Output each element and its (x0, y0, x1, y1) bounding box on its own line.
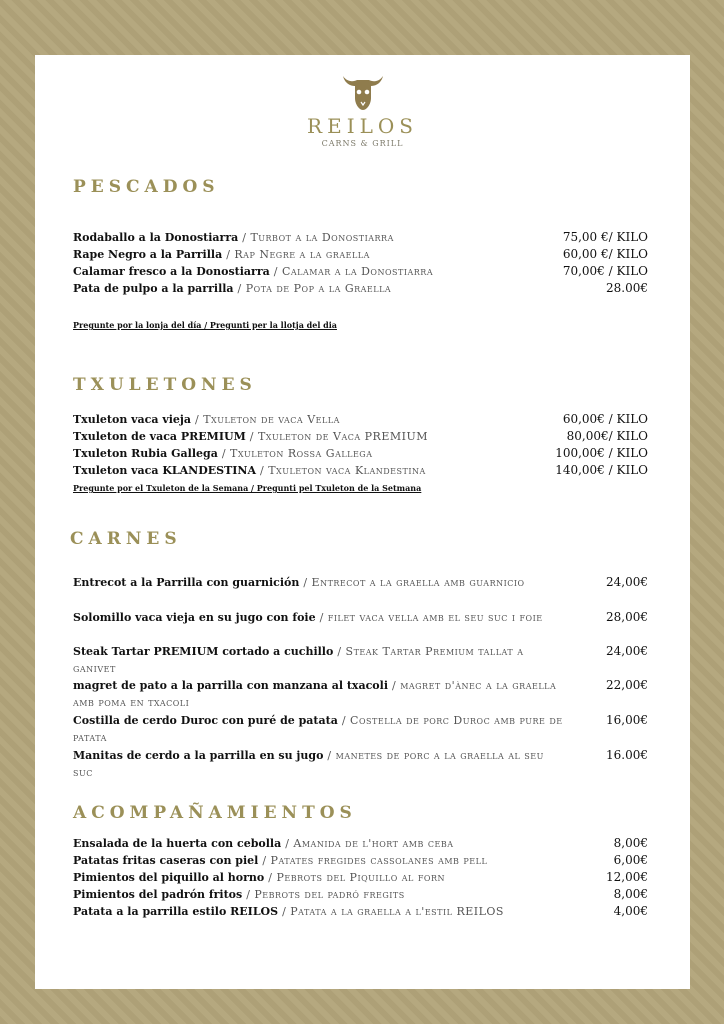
section-title: ACOMPAÑAMIENTOS (73, 803, 357, 823)
section-note: Pregunte por el Txuleton de la Semana / Pregunti pel Txuleton de la Setmana (73, 483, 422, 493)
menu-item (73, 609, 648, 626)
item-price: 70,00€ / KILO (562, 264, 648, 278)
item-name: Costilla de cerdo Duroc con puré de patata (73, 714, 338, 727)
item-price: 60,00€ / KILO (562, 412, 648, 426)
item-name: Steak Tartar PREMIUM cortado a cuchillo (73, 645, 334, 658)
menu-item (73, 462, 648, 479)
item-price: 22,00€ (606, 678, 648, 692)
item-price: 80,00€/ KILO (566, 429, 648, 443)
menu-item (73, 747, 648, 781)
item-price: 28,00€ (606, 610, 648, 624)
brand-name: REILOS (307, 114, 418, 138)
item-translation: / Pebrots del Piquillo al forn (264, 871, 445, 884)
item-name: Calamar fresco a la Donostiarra (73, 265, 270, 278)
item-translation: / Patates fregides cassolanes amb pell (258, 854, 488, 867)
item-translation: / Txuleton de vaca Vella (191, 413, 340, 426)
menu-item (73, 428, 648, 445)
item-price: 16,00€ (606, 713, 648, 727)
item-name: Rodaballo a la Donostiarra (73, 231, 239, 244)
item-name: Patata a la parrilla estilo REILOS (73, 905, 279, 918)
brand-tagline: CARNS & GRILL (321, 139, 404, 148)
menu-item (73, 886, 648, 903)
menu-item (73, 835, 648, 852)
menu-item (73, 712, 648, 746)
section-title: PESCADOS (73, 177, 220, 197)
item-translation: / Amanida de l'hort amb ceba (281, 837, 454, 850)
menu-item (73, 445, 648, 462)
menu-item (73, 869, 648, 886)
item-price: 12,00€ (606, 870, 648, 884)
item-translation: / Turbot a la Donostiarra (238, 231, 394, 244)
item-translation: / Txuleton vaca Klandestina (256, 464, 426, 477)
item-translation: / magret d'ànec a la graella amb poma en txacoli (73, 679, 557, 709)
menu-item (73, 574, 648, 591)
item-translation: / Entrecot a la graella amb guarnicio (299, 576, 525, 589)
item-name: Txuleton vaca vieja (73, 413, 192, 426)
menu-item (73, 246, 648, 263)
menu-item (73, 677, 648, 711)
item-translation: / Costella de porc Duroc amb pure de patata (73, 714, 563, 744)
item-translation: / Txuleton Rossa Gallega (217, 447, 373, 460)
menu-item (73, 229, 648, 246)
item-price: 24,00€ (606, 575, 648, 589)
item-name: Txuleton vaca KLANDESTINA (73, 464, 257, 477)
section-title: CARNES (70, 529, 182, 549)
item-price: 24,00€ (606, 644, 648, 658)
item-translation: / Txuleton de Vaca PREMIUM (245, 430, 428, 443)
item-name: Patatas fritas caseras con piel (73, 854, 259, 867)
item-price: 6,00€ (613, 853, 648, 867)
item-price: 100,00€ / KILO (555, 446, 648, 460)
item-price: 28.00€ (606, 281, 648, 295)
item-price: 8,00€ (613, 836, 648, 850)
menu-item (73, 263, 648, 280)
menu-item (73, 852, 648, 869)
item-name: Ensalada de la huerta con cebolla (73, 837, 282, 850)
item-name: Manitas de cerdo a la parrilla en su jugo (73, 749, 324, 762)
item-price: 140,00€ / KILO (555, 463, 648, 477)
item-translation: / Steak Tartar Premium tallat a ganivet (73, 645, 524, 675)
menu-page (35, 55, 690, 989)
item-name: Txuleton Rubia Gallega (73, 447, 218, 460)
item-price: 16.00€ (606, 748, 648, 762)
item-name: Pimientos del piquillo al horno (73, 871, 265, 884)
bull-skull-icon (341, 70, 385, 112)
item-name: Solomillo vaca vieja en su jugo con foie (73, 611, 316, 624)
item-price: 8,00€ (613, 887, 648, 901)
item-name: Rape Negro a la Parrilla (73, 248, 223, 261)
restaurant-logo (35, 70, 690, 148)
section-note: Pregunte por la lonja del día / Pregunti per la llotja del dia (73, 320, 337, 330)
item-translation: / Patata a la graella a l'estil REILOS (278, 905, 504, 918)
menu-item (73, 643, 648, 677)
item-name: Pata de pulpo a la parrilla (73, 282, 234, 295)
menu-item (73, 280, 648, 297)
item-name: Txuleton de vaca PREMIUM (73, 430, 246, 443)
item-name: magret de pato a la parrilla con manzana al txacoli (73, 679, 388, 692)
item-price: 60,00 €/ KILO (562, 247, 648, 261)
section-title: TXULETONES (73, 375, 257, 395)
item-name: Pimientos del padrón fritos (73, 888, 243, 901)
item-translation: / manetes de porc a la graella al seu suc (73, 749, 544, 779)
item-name: Entrecot a la Parrilla con guarnición (73, 576, 300, 589)
item-translation: / Rap Negre a la graella (222, 248, 370, 261)
menu-item (73, 411, 648, 428)
item-translation: / Pota de Pop a la Graella (233, 282, 392, 295)
item-translation: / Calamar a la Donostiarra (269, 265, 434, 278)
item-price: 75,00 €/ KILO (562, 230, 648, 244)
item-translation: / Pebrots del padró fregits (242, 888, 405, 901)
item-price: 4,00€ (613, 904, 648, 918)
menu-item (73, 903, 648, 920)
item-translation: / filet vaca vella amb el seu suc i foie (315, 611, 543, 624)
